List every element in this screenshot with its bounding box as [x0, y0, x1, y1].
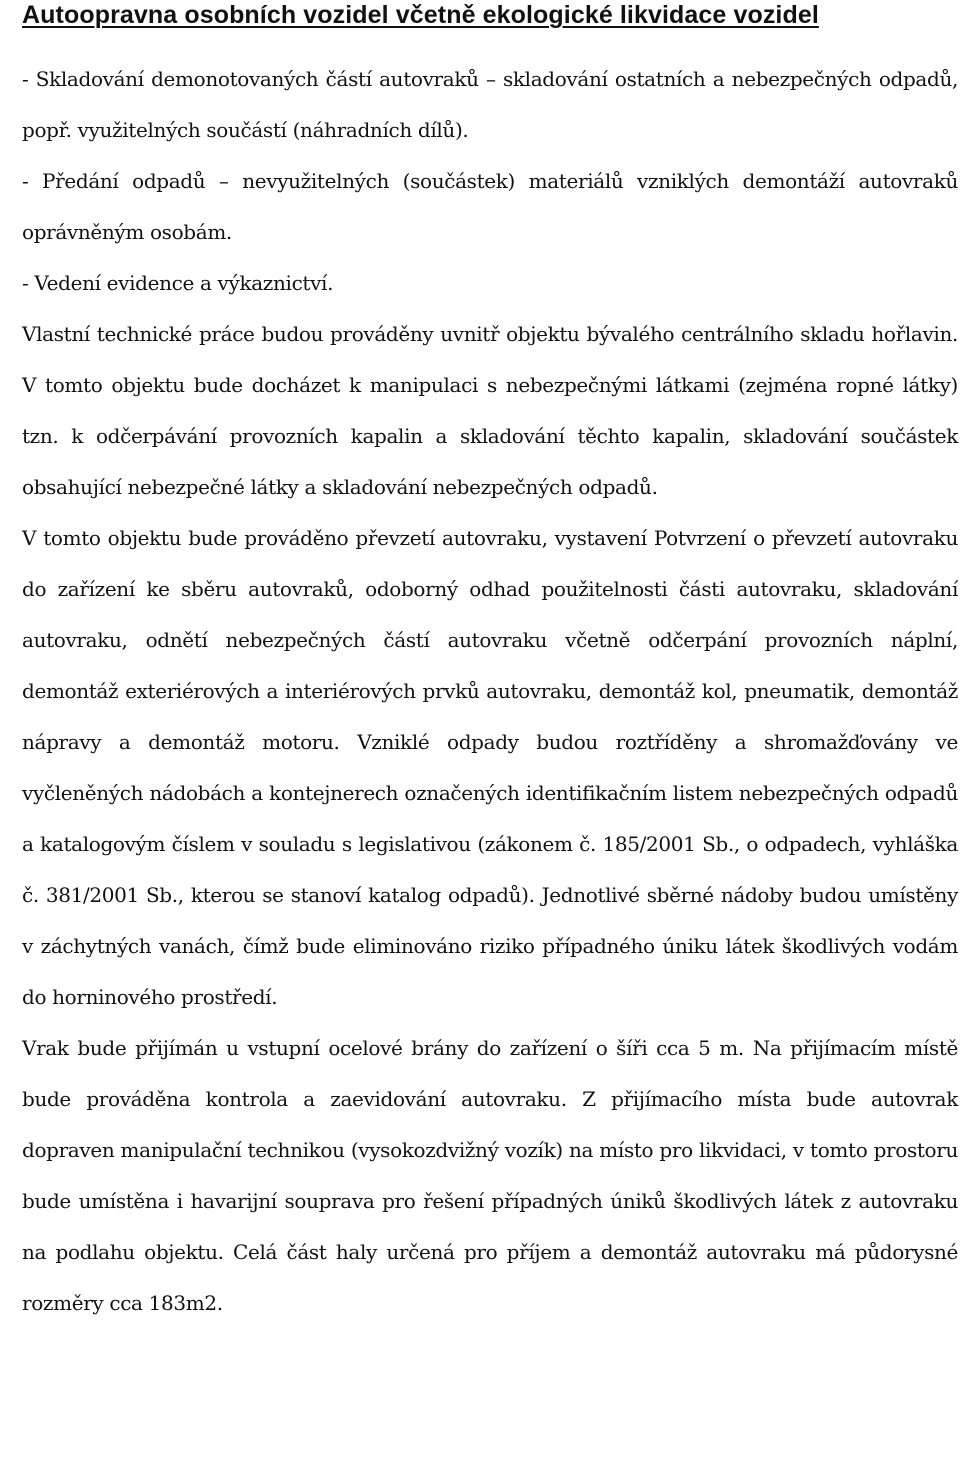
paragraph-handover: - Předání odpadů – nevyužitelných (součástek) materiálů vzniklých demontáží autovraků oprávněným osobám. [22, 169, 958, 244]
paragraph-storage: - Skladování demonotovaných částí autovraků – skladování ostatních a nebezpečných odpadů, popř. využitelných součástí (náhradních dílů). [22, 67, 958, 142]
paragraph-records: - Vedení evidence a výkaznictví. [22, 271, 334, 295]
paragraph-technical-work: Vlastní technické práce budou prováděny uvnitř objektu bývalého centrálního skladu hořlavin. V tomto objektu bude docházet k manipulaci s nebezpečnými látkami (zejména ropné látky) tzn. k odčerpávání provozních kapalin a skladování těchto kapalin, skladování součástek obsahující nebezpečné látky a skladování nebezpečných odpadů. [22, 322, 958, 499]
document-title: Autoopravna osobních vozidel včetně ekologické likvidace vozidel [22, 1, 819, 29]
paragraph-vehicle-processing: V tomto objektu bude prováděno převzetí autovraku, vystavení Potvrzení o převzetí autovraku do zařízení ke sběru autovraků, odoborný odhad použitelnosti části autovraku, skladování autovraku, odnětí nebezpečných částí autovraku včetně odčerpání provozních náplní, demontáž exteriérových a interiérových prvků autovraku, demontáž kol, pneumatik, demontáž nápravy a demontáž motoru. Vzniklé odpady budou roztříděny a shromažďovány ve vyčleněných nádobách a kontejnerech označených identifikačním listem nebezpečných odpadů a katalogovým číslem v souladu s legislativou (zákonem č. 185/2001 Sb., o odpadech, vyhláška č. 381/2001 Sb., kterou se stanoví katalog odpadů). Jednotlivé sběrné nádoby budou umístěny v záchytných vanách, čímž bude eliminováno riziko případného úniku látek škodlivých vodám do horninového prostředí. [22, 526, 958, 1009]
paragraph-vehicle-intake: Vrak bude přijímán u vstupní ocelové brány do zařízení o šíři cca 5 m. Na přijímacím místě bude prováděna kontrola a zaevidování autovraku. Z přijímacího místa bude autovrak dopraven manipulační technikou (vysokozdvižný vozík) na místo pro likvidaci, v tomto prostoru bude umístěna i havarijní souprava pro řešení případných úniků škodlivých látek z autovraku na podlahu objektu. Celá část haly určená pro příjem a demontáž autovraku má půdorysné rozměry cca 183m2. [22, 1036, 958, 1315]
document-body [22, 54, 958, 1329]
